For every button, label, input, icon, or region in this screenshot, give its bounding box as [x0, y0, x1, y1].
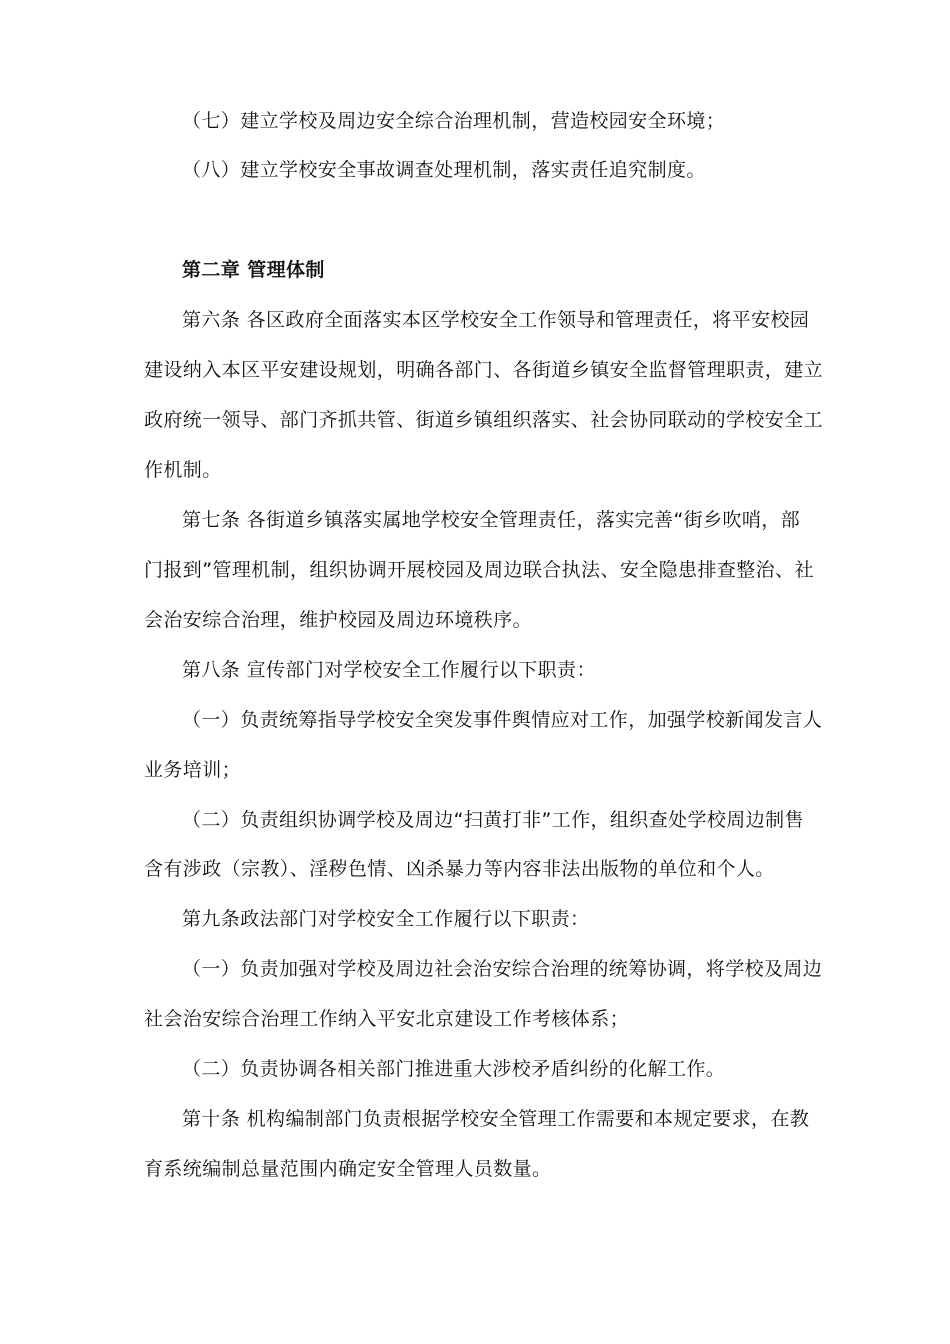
article-6-line-1: 第六条 各区政府全面落实本区学校安全工作领导和管理责任，将平安校园	[182, 309, 810, 331]
article-7-line-2: 门报到”管理机制，组织协调开展校园及周边联合执法、安全隐患排查整治、社	[144, 559, 814, 581]
article-9-item-1-line-2: 社会治安综合治理工作纳入平安北京建设工作考核体系；	[144, 1008, 630, 1030]
article-10-line-1: 第十条 机构编制部门负责根据学校安全管理工作需要和本规定要求，在教	[182, 1108, 810, 1130]
article-8-item-1-line-1: （一）负责统筹指导学校安全突发事件舆情应对工作，加强学校新闻发言人	[182, 709, 823, 731]
clause-8-line: （八）建立学校安全事故调查处理机制，落实责任追究制度。	[182, 159, 706, 181]
article-8-item-2-line-1: （二）负责组织协调学校及周边“扫黄打非”工作，组织查处学校周边制售	[182, 809, 804, 831]
article-10-line-2: 育系统编制总量范围内确定安全管理人员数量。	[144, 1158, 552, 1180]
article-8-item-1-line-2: 业务培训；	[144, 759, 242, 781]
article-8-line-1: 第八条 宣传部门对学校安全工作履行以下职责：	[182, 659, 596, 681]
article-7-line-1: 第七条 各街道乡镇落实属地学校安全管理责任，落实完善“街乡吹哨，部	[182, 509, 801, 531]
article-9-item-1-line-1: （一）负责加强对学校及周边社会治安综合治理的统筹协调，将学校及周边	[182, 958, 823, 980]
article-9-line-1: 第九条政法部门对学校安全工作履行以下职责：	[182, 908, 590, 930]
article-9-item-2-line-1: （二）负责协调各相关部门推进重大涉校矛盾纠纷的化解工作。	[182, 1058, 726, 1080]
article-6-line-4: 作机制。	[144, 459, 222, 481]
chapter-heading: 第二章 管理体制	[182, 259, 325, 281]
article-6-line-2: 建设纳入本区平安建设规划，明确各部门、各街道乡镇安全监督管理职责，建立	[144, 359, 824, 381]
article-7-line-3: 会治安综合治理，维护校园及周边环境秩序。	[144, 609, 533, 631]
article-6-line-3: 政府统一领导、部门齐抓共管、街道乡镇组织落实、社会协同联动的学校安全工	[144, 409, 824, 431]
clause-7-line: （七）建立学校及周边安全综合治理机制，营造校园安全环境；	[182, 110, 726, 132]
article-8-item-2-line-2: 含有涉政（宗教）、淫秽色情、凶杀暴力等内容非法出版物的单位和个人。	[144, 858, 775, 880]
